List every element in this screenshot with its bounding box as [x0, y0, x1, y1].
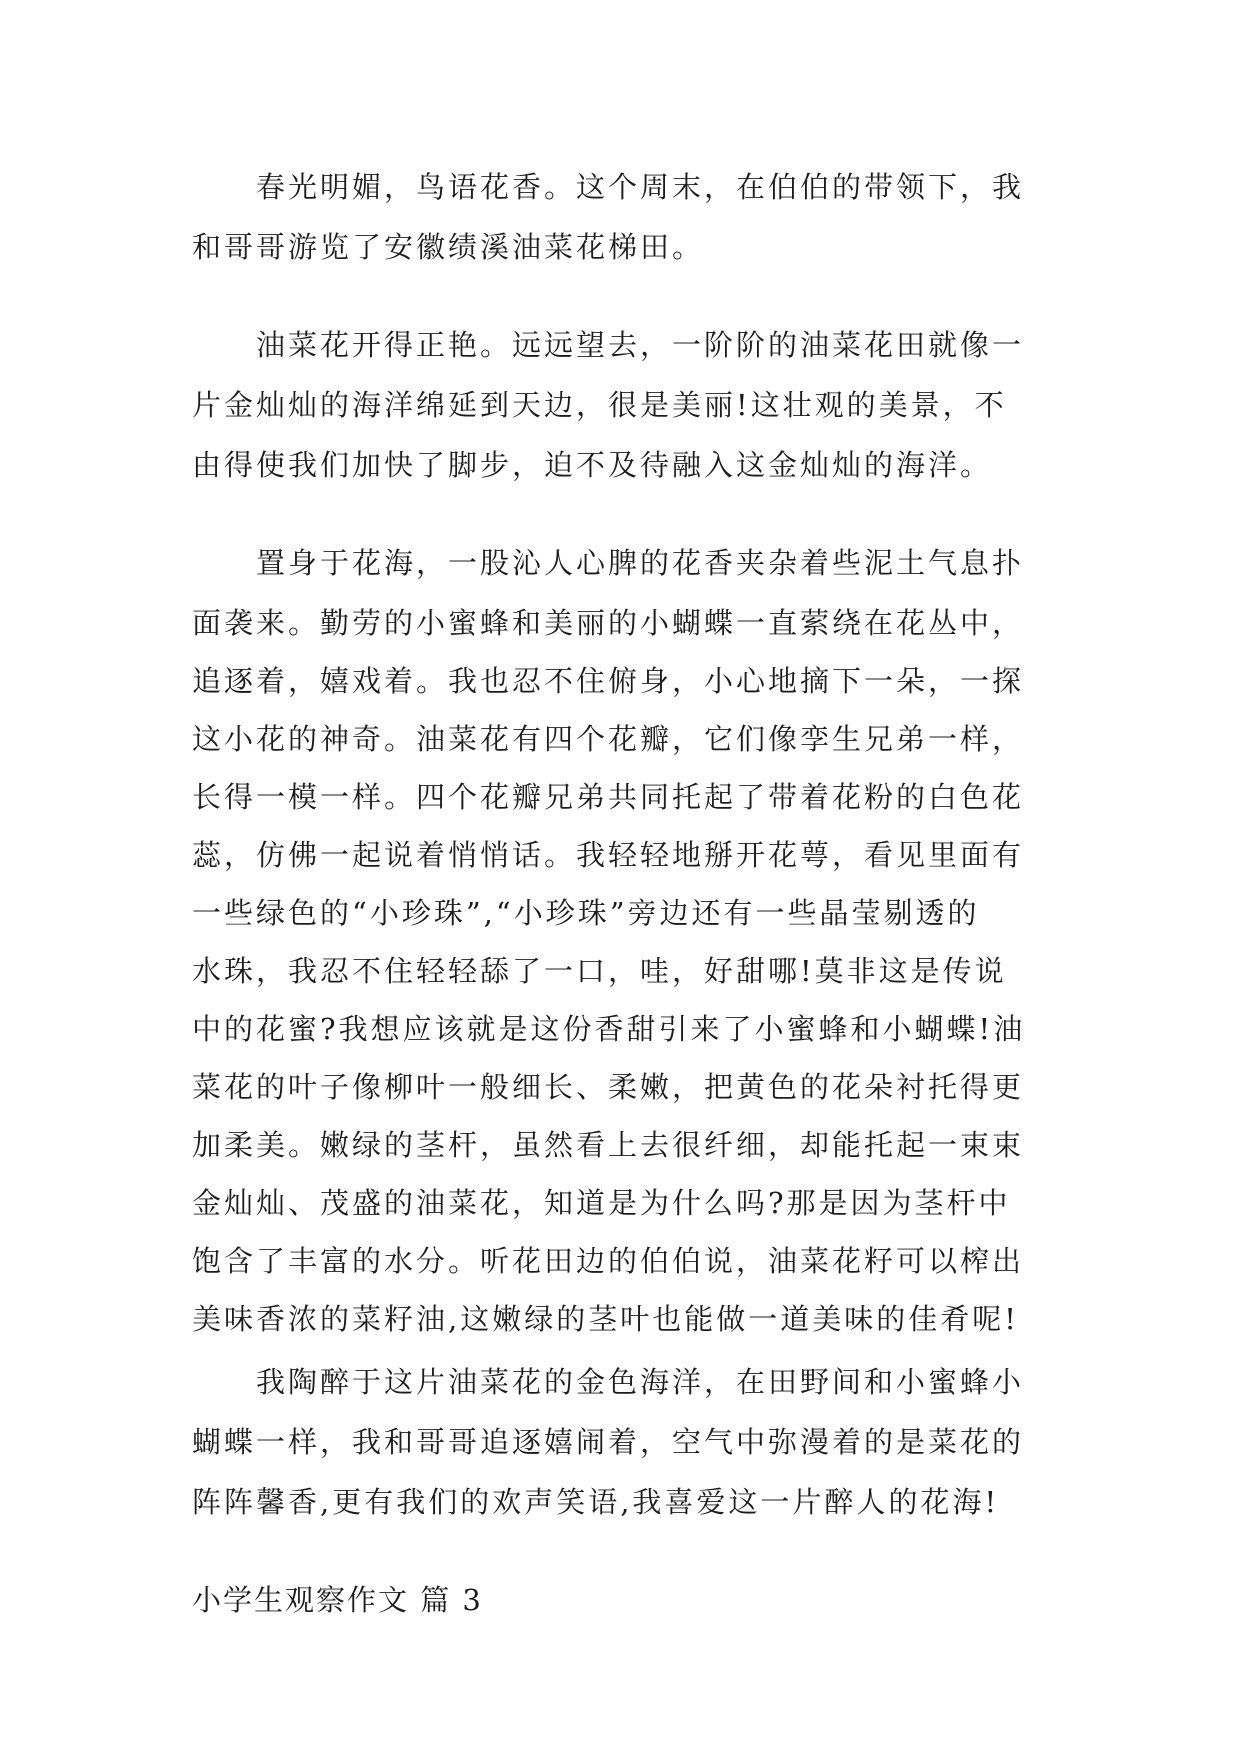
paragraph-3-line-10: 菜花的叶子像柳叶一般细长、柔嫩，把黄色的花朵衬托得更	[192, 1070, 1025, 1104]
paragraph-3-line-5: 长得一模一样。四个花瓣兄弟共同托起了带着花粉的白色花	[192, 780, 1025, 814]
paragraph-3-line-4: 这小花的神奇。油菜花有四个花瓣，它们像孪生兄弟一样，	[192, 722, 1025, 756]
section-heading: 小学生观察作文 篇 3	[192, 1583, 483, 1617]
paragraph-4-line-3: 阵阵馨香,更有我们的欢声笑语,我喜爱这一片醉人的花海!	[192, 1485, 1000, 1519]
paragraph-2-line-3: 由得使我们加快了脚步，迫不及待融入这金灿灿的海洋。	[192, 448, 993, 482]
paragraph-4-line-1: 我陶醉于这片油菜花的金色海洋，在田野间和小蜜蜂小	[256, 1365, 1025, 1399]
paragraph-3-line-11: 加柔美。嫩绿的茎杆，虽然看上去很纤细，却能托起一束束	[192, 1128, 1025, 1162]
paragraph-4-line-2: 蝴蝶一样，我和哥哥追逐嬉闹着，空气中弥漫着的是菜花的	[192, 1425, 1025, 1459]
paragraph-3-line-2: 面袭来。勤劳的小蜜蜂和美丽的小蝴蝶一直萦绕在花丛中，	[192, 606, 1025, 640]
paragraph-2-line-2: 片金灿灿的海洋绵延到天边，很是美丽!这壮观的美景，不	[192, 388, 1007, 422]
paragraph-3-line-12: 金灿灿、茂盛的油菜花，知道是为什么吗?那是因为茎杆中	[192, 1186, 1011, 1220]
paragraph-2-line-1: 油菜花开得正艳。远远望去，一阶阶的油菜花田就像一	[256, 328, 1025, 362]
paragraph-3-line-9: 中的花蜜?我想应该就是这份香甜引来了小蜜蜂和小蝴蝶!油	[192, 1012, 1026, 1046]
paragraph-3-line-7: 一些绿色的“小珍珠”,“小珍珠”旁边还有一些晶莹剔透的	[192, 896, 980, 930]
paragraph-3-line-14: 美味香浓的菜籽油,这嫩绿的茎叶也能做一道美味的佳肴呢!	[192, 1302, 1019, 1336]
paragraph-3-line-1: 置身于花海，一股沁人心脾的花香夹杂着些泥土气息扑	[256, 546, 1025, 580]
paragraph-3-line-8: 水珠，我忍不住轻轻舔了一口，哇，好甜哪!莫非这是传说	[192, 954, 1007, 988]
paragraph-3-line-13: 饱含了丰富的水分。听花田边的伯伯说，油菜花籽可以榨出	[192, 1244, 1025, 1278]
paragraph-1-line-1: 春光明媚，鸟语花香。这个周末，在伯伯的带领下，我	[256, 170, 1025, 204]
paragraph-1-line-2: 和哥哥游览了安徽绩溪油菜花梯田。	[192, 230, 705, 264]
paragraph-3-line-3: 追逐着，嬉戏着。我也忍不住俯身，小心地摘下一朵，一探	[192, 664, 1025, 698]
paragraph-3-line-6: 蕊，仿佛一起说着悄悄话。我轻轻地掰开花萼，看见里面有	[192, 838, 1025, 872]
